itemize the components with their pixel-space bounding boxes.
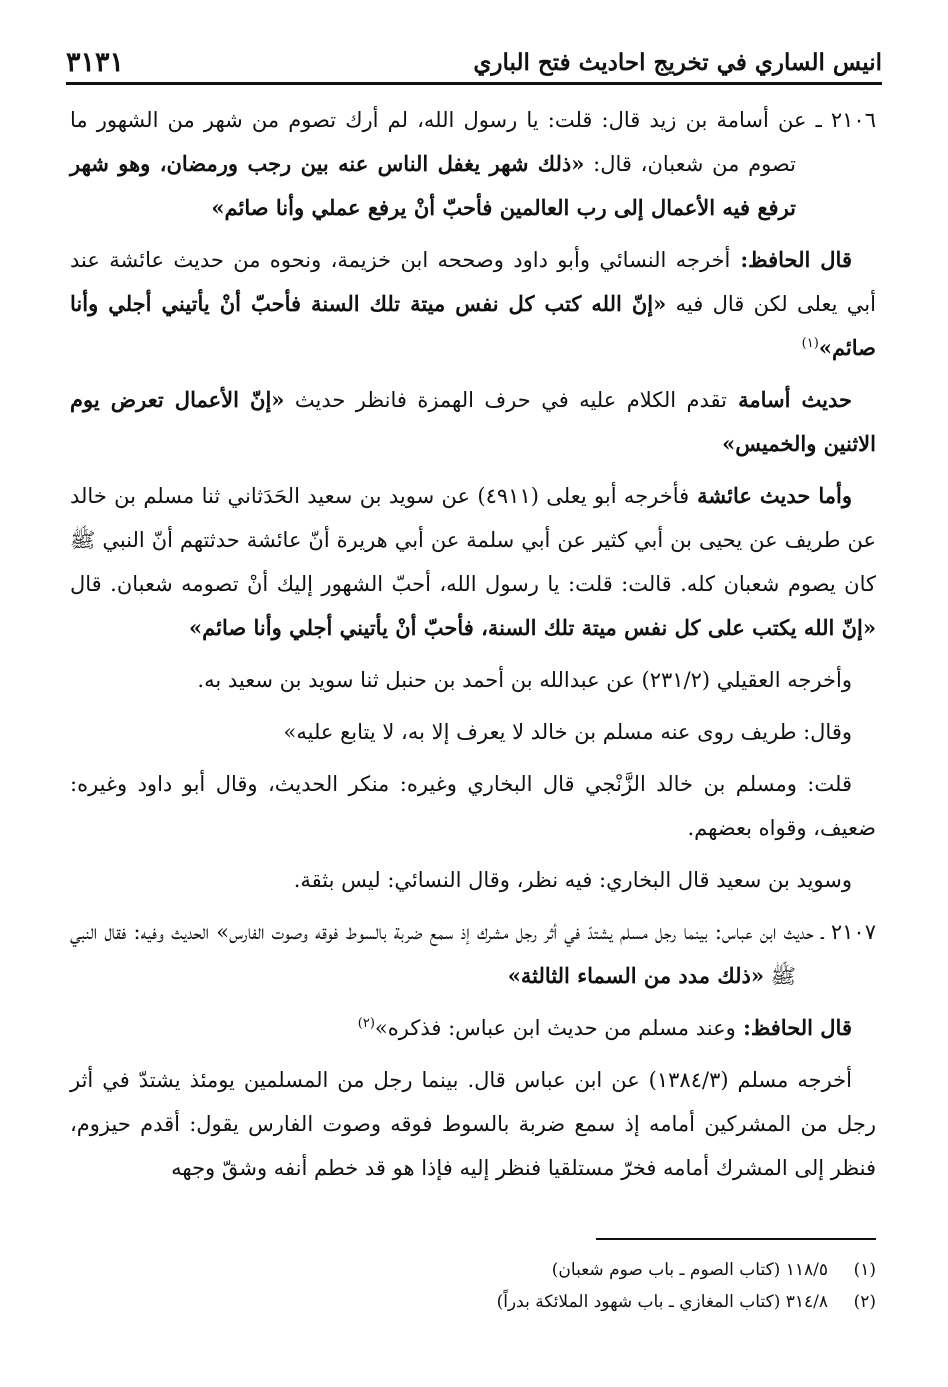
text: ٢١٠٧ ـ حديث ابن عباس: بينما رجل مسلم يشتدّ في أثر رجل مشرك إذ سمع ضربة بالسوط فوقه وصوت الفارس» الحديث وفيه: فقال النبي ﷺ (70, 920, 876, 988)
footnote-ref: (٢) (357, 1016, 375, 1031)
paragraph (70, 238, 876, 370)
book-title: انيس الساري في تخريج احاديث فتح الباري (473, 49, 882, 76)
paragraph (70, 378, 876, 466)
page-number: ٣١٣١ (66, 47, 125, 78)
paragraph (70, 474, 876, 650)
bold-text: «إنّ الأعمال تعرض يوم الاثنين والخميس» (70, 387, 876, 456)
page-body (70, 98, 876, 1198)
footnote-divider (596, 1238, 876, 1240)
bold-text: «إنّ الله كتب كل نفس ميتة تلك السنة فأحبّ أنْ يأتيني أجلي وأنا صائم» (70, 291, 876, 360)
text: قلت: ومسلم بن خالد الزَّنْجي قال البخاري وغيره: منكر الحديث، وقال أبو داود وغيره: ضعيف، وقواه بعضهم. (70, 772, 876, 840)
bold-text: «ذلك شهر يغفل الناس عنه بين رجب ورمضان، وهو شهر ترفع فيه الأعمال إلى رب العالمين فأحبّ أنْ يرفع عملي وأنا صائم» (70, 151, 796, 220)
text: تقدم الكلام عليه في حرف الهمزة فانظر حديث (284, 388, 728, 412)
footnote (70, 1286, 876, 1318)
paragraph (70, 710, 876, 754)
bold-text: «إنّ الله يكتب على كل نفس ميتة تلك السنة، فأحبّ أنْ يأتيني أجلي وأنا صائم» (189, 615, 876, 640)
paragraph (70, 910, 876, 998)
text: وقال: طريف روى عنه مسلم بن خالد لا يعرف إلا به، لا يتابع عليه» (283, 720, 852, 744)
paragraph (70, 1006, 876, 1050)
footnote-number: (٢) (853, 1292, 876, 1312)
bold-text: وأما حديث عائشة (689, 483, 852, 508)
bold-text: قال الحافظ: (730, 247, 852, 272)
bold-text: قال الحافظ: (735, 1015, 852, 1040)
text: فأخرجه أبو يعلى (٤٩١١) عن سويد بن سعيد الحَدَثاني ثنا مسلم بن خالد عن طريف عن يحيى بن أبي كثير عن أبي سلمة عن أبي هريرة أنّ عائشة حدثتهم أنّ النبي ﷺ كان يصوم شعبان كله. قالت: قلت: يا رسول الله، أحبّ الشهور إليك أنْ تصومه شعبان. قال (70, 484, 876, 596)
footnote-number: (١) (853, 1260, 876, 1280)
text: وعند مسلم من حديث ابن عباس: فذكره» (374, 1016, 736, 1040)
text: أخرجه النسائي وأبو داود وصححه ابن خزيمة، ونحوه من حديث عائشة عند أبي يعلى لكن قال فيه (70, 248, 876, 316)
paragraph (70, 858, 876, 902)
paragraph (70, 98, 876, 230)
footnote (70, 1254, 876, 1286)
footnote-text: ٣١٤/٨ (كتاب المغازي ـ باب شهود الملائكة بدراً) (496, 1292, 828, 1312)
footnotes-section (70, 1238, 876, 1318)
text: ٢١٠٦ ـ عن أسامة بن زيد قال: قلت: يا رسول الله، لم أرك تصوم من شهر من الشهور ما تصوم من شعبان، قال: (70, 108, 876, 176)
footnote-list (70, 1254, 876, 1318)
text: أخرجه مسلم (١٣٨٤/٣) عن ابن عباس قال. بينما رجل من المسلمين يومئذ يشتدّ في أثر رجل من المشركين أمامه إذ سمع ضربة بالسوط فوقه وصوت الفارس يقول: أقدم حيزوم، فنظر إلى المشرك أمامه فخرّ مستلقيا فنظر إليه فإذا هو قد خطم أنفه وشقّ وجهه (70, 1068, 876, 1180)
footnote-ref: (١) (801, 336, 819, 351)
paragraph (70, 658, 876, 702)
running-header (66, 34, 882, 85)
text: وأخرجه العقيلي (٢٣١/٢) عن عبدالله بن أحمد بن حنبل ثنا سويد بن سعيد به. (197, 668, 852, 692)
text: وسويد بن سعيد قال البخاري: فيه نظر، وقال النسائي: ليس بثقة. (293, 868, 852, 892)
paragraph (70, 762, 876, 850)
paragraph (70, 1058, 876, 1190)
bold-text: حديث أسامة (727, 387, 852, 412)
bold-text: «ذلك مدد من السماء الثالثة» (507, 963, 764, 988)
footnote-text: ١١٨/٥ (كتاب الصوم ـ باب صوم شعبان) (551, 1260, 828, 1280)
